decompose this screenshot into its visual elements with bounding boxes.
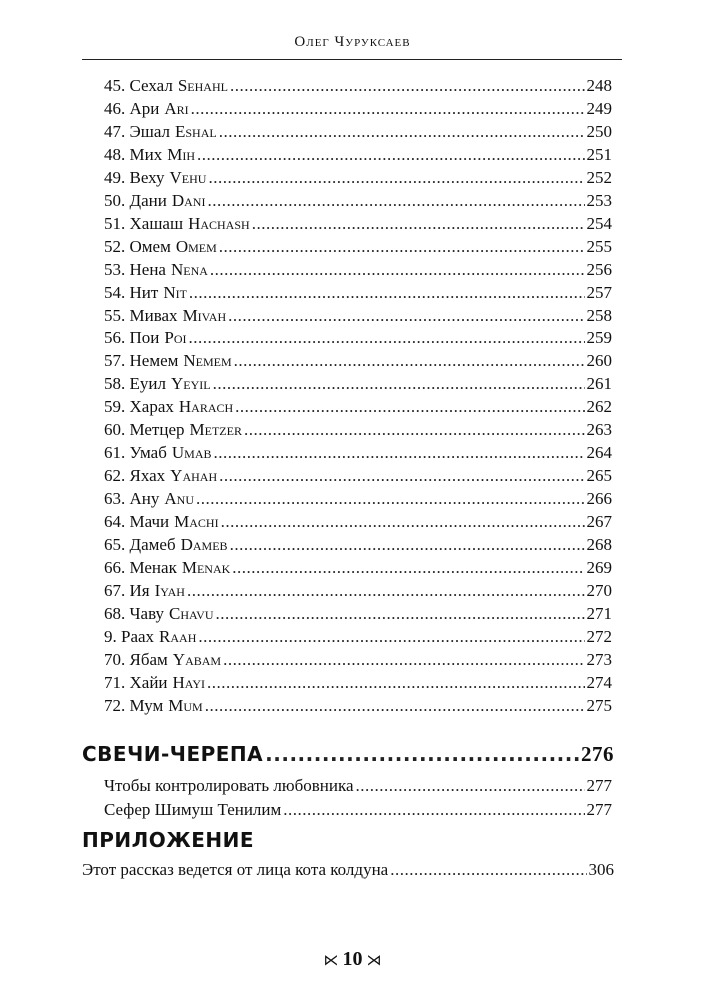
- toc-entry-latin: Anu: [164, 489, 194, 509]
- dot-leader: [265, 742, 579, 766]
- toc-entry-page: 269: [586, 558, 612, 577]
- toc-entry-label: 57. Немем: [104, 351, 179, 371]
- dot-leader: [235, 395, 584, 419]
- toc-sub-page: 277: [586, 800, 612, 819]
- dot-leader: [223, 648, 584, 672]
- toc-entry[interactable]: [104, 441, 612, 465]
- toc-entry-page: 267: [586, 512, 612, 532]
- toc-entry[interactable]: [104, 579, 612, 603]
- toc-entry-label: 61. Умаб: [104, 443, 167, 463]
- toc-entry-page: 275: [586, 695, 612, 715]
- toc-entry-page: 258: [586, 305, 612, 325]
- toc-appendix-entry[interactable]: [82, 858, 614, 882]
- toc-entry-label: 52. Омем: [104, 236, 171, 256]
- toc-entry-label: 58. Еуил: [104, 374, 166, 394]
- toc-entry-page: 250: [586, 121, 612, 141]
- toc-entry-label: 62. Яхах: [104, 466, 166, 486]
- toc-entry-page: 263: [586, 420, 612, 440]
- dot-leader: [198, 625, 584, 649]
- dot-leader: [207, 671, 584, 695]
- toc-entry-page: 248: [586, 76, 612, 95]
- toc-entry[interactable]: [104, 326, 612, 350]
- toc-entry-label: 63. Ану: [104, 489, 160, 509]
- dot-leader: [244, 418, 585, 442]
- toc-entry-label: 45. Сехал: [104, 76, 173, 95]
- section-page-candles: 276: [581, 742, 614, 766]
- dot-leader: [191, 97, 585, 121]
- dot-leader: [221, 510, 585, 534]
- toc-entry-label: 56. Пои: [104, 328, 160, 348]
- dot-leader: [219, 464, 584, 488]
- toc-entry-latin: Metzer: [189, 420, 242, 440]
- toc-entry-label: 64. Мачи: [104, 512, 170, 532]
- toc-entry[interactable]: [104, 648, 612, 672]
- toc-entry-latin: Poi: [164, 328, 187, 348]
- toc-sub-page: 277: [586, 776, 612, 795]
- toc-entry-latin: Raah: [159, 626, 197, 646]
- ornament-right-icon: ⋊: [366, 953, 382, 969]
- toc-entry-label: 65. Дамеб: [104, 535, 176, 554]
- toc-entry-label: 66. Менак: [104, 558, 177, 577]
- toc-entry-page: 271: [586, 603, 612, 623]
- dot-leader: [252, 212, 585, 236]
- toc-entry[interactable]: [104, 166, 612, 190]
- dot-leader: [390, 858, 586, 882]
- dot-leader: [219, 235, 585, 259]
- toc-entry-page: 274: [586, 672, 612, 692]
- toc-entry-latin: Chavu: [169, 603, 214, 623]
- toc-sub-label: Сефер Шимуш Тенилим: [104, 800, 282, 819]
- toc-entry-label: 53. Нена: [104, 259, 166, 279]
- toc-entry[interactable]: [104, 372, 612, 396]
- toc-entry-page: 251: [586, 144, 612, 164]
- dot-leader: [189, 326, 585, 350]
- toc-appendix-page: 306: [588, 860, 614, 879]
- toc-entry[interactable]: [104, 510, 612, 534]
- toc-entry-latin: Machi: [174, 512, 219, 532]
- toc-entry[interactable]: [104, 189, 612, 213]
- header-rule: [82, 59, 622, 60]
- toc-entry[interactable]: [104, 694, 612, 718]
- dot-leader: [207, 189, 584, 213]
- dot-leader: [213, 372, 585, 396]
- toc-entry-page: 272: [586, 626, 612, 646]
- dot-leader: [208, 166, 584, 190]
- toc-entry-latin: Harach: [178, 397, 234, 417]
- toc-entry-label: 59. Харах: [104, 397, 174, 417]
- toc-entry-latin: Hayi: [172, 672, 206, 692]
- toc-entry-latin: Vehu: [169, 167, 207, 187]
- toc-entry-label: 71. Хайи: [104, 672, 168, 692]
- toc-entry-page: 261: [586, 374, 612, 394]
- dot-leader: [234, 349, 585, 373]
- toc-entry[interactable]: [104, 258, 612, 282]
- dot-leader: [219, 120, 585, 144]
- toc-entry-page: 255: [586, 236, 612, 256]
- toc-entry-page: 256: [586, 259, 612, 279]
- toc-sub-label: Чтобы контролировать любовника: [104, 776, 354, 795]
- toc-appendix-label: Этот рассказ ведется от лица кота колдуна: [82, 860, 389, 879]
- toc-entry-label: 49. Веху: [104, 167, 165, 187]
- toc-entry[interactable]: [104, 143, 612, 167]
- toc-entry-page: 266: [586, 489, 612, 509]
- toc-entry-latin: Yabam: [172, 649, 222, 669]
- toc-entry-page: 268: [586, 535, 612, 554]
- section-title-appendix: ПРИЛОЖЕНИЕ: [82, 828, 255, 852]
- dot-leader: [214, 441, 585, 465]
- toc-sub-entry[interactable]: [104, 774, 612, 798]
- section-title-candles: СВЕЧИ-ЧЕРЕПА: [82, 742, 264, 766]
- dot-leader: [232, 556, 584, 580]
- toc-entry-label: 60. Метцер: [104, 420, 185, 440]
- dot-leader: [189, 281, 585, 305]
- toc-entry-latin: Nemem: [183, 351, 232, 371]
- toc-entry-latin: Dani: [171, 190, 206, 210]
- toc-entry-page: 254: [586, 213, 612, 233]
- toc-entry-latin: Ari: [164, 99, 189, 118]
- toc-entry-label: 48. Мих: [104, 144, 163, 164]
- toc-entry[interactable]: [104, 74, 612, 98]
- toc-entry-latin: Yahah: [170, 466, 218, 486]
- dot-leader: [228, 304, 584, 328]
- toc-entry-latin: Nena: [170, 259, 208, 279]
- page-footer: [0, 948, 705, 971]
- running-header: Олег Чуруксаев: [294, 34, 411, 50]
- toc-entry-page: 262: [586, 397, 612, 417]
- toc-entry[interactable]: [104, 533, 612, 557]
- dot-leader: [216, 602, 585, 626]
- toc-entry-latin: Yeyil: [170, 374, 211, 394]
- toc-entry-label: 55. Мивах: [104, 305, 178, 325]
- dot-leader: [356, 774, 585, 798]
- ornament-left-icon: ⋉: [323, 953, 339, 969]
- toc-entry-page: 257: [586, 282, 612, 302]
- toc-entry[interactable]: [104, 464, 612, 488]
- toc-entry[interactable]: [104, 97, 612, 121]
- toc-entry-label: 51. Хашаш: [104, 213, 184, 233]
- dot-leader: [230, 74, 585, 98]
- toc-entry-latin: Menak: [181, 558, 231, 577]
- toc-entry[interactable]: [104, 602, 612, 626]
- dot-leader: [230, 533, 585, 557]
- dot-leader: [210, 258, 585, 282]
- toc-entry[interactable]: [104, 120, 612, 144]
- toc-entry[interactable]: [104, 349, 612, 373]
- toc-entry-page: 270: [586, 580, 612, 600]
- toc-entry-latin: Nit: [163, 282, 187, 302]
- toc-entry-label: 72. Мум: [104, 695, 164, 715]
- toc-entry-latin: Dameb: [180, 535, 228, 554]
- toc-entry-latin: Hachash: [188, 213, 250, 233]
- toc-entry-label: 68. Чаву: [104, 603, 165, 623]
- toc-entry[interactable]: [104, 556, 612, 580]
- toc-entry-latin: Umab: [171, 443, 212, 463]
- toc-entry[interactable]: [104, 304, 612, 328]
- toc-entry[interactable]: [104, 487, 612, 511]
- toc-entry-latin: Omem: [175, 236, 217, 256]
- toc-entry[interactable]: [104, 235, 612, 259]
- toc-entry[interactable]: [104, 418, 612, 442]
- toc-entry-latin: Mih: [167, 144, 195, 164]
- toc-entry-page: 273: [586, 649, 612, 669]
- toc-entry-latin: Sehahl: [177, 76, 228, 95]
- toc-entry-latin: Iyah: [154, 580, 185, 600]
- toc-entry[interactable]: [104, 281, 612, 305]
- dot-leader: [283, 798, 584, 822]
- toc-entry-page: 249: [586, 99, 612, 118]
- toc-entry-label: 9. Раах: [104, 626, 155, 646]
- toc-entry-label: 67. Ия: [104, 580, 150, 600]
- toc-section-candles[interactable]: [82, 742, 614, 766]
- toc-entry-latin: Mum: [168, 695, 203, 715]
- page-number: 10: [342, 948, 363, 970]
- dot-leader: [205, 694, 585, 718]
- toc-entry[interactable]: [104, 395, 612, 419]
- toc-entry-label: 47. Эшал: [104, 121, 170, 141]
- toc-sub-entry[interactable]: [104, 798, 612, 822]
- toc-entry-label: 54. Нит: [104, 282, 159, 302]
- toc-entry-page: 253: [586, 190, 612, 210]
- dot-leader: [187, 579, 585, 603]
- toc-entry-page: 265: [586, 466, 612, 486]
- toc-entry[interactable]: [104, 625, 612, 649]
- dot-leader: [197, 143, 585, 167]
- toc-entry[interactable]: [104, 671, 612, 695]
- toc-entry-page: 252: [586, 167, 612, 187]
- toc-entry-page: 264: [586, 443, 612, 463]
- toc-entry-page: 259: [586, 328, 612, 348]
- toc-entry-latin: Mivah: [182, 305, 227, 325]
- toc-entry-label: 50. Дани: [104, 190, 167, 210]
- toc-entry-label: 46. Ари: [104, 99, 160, 118]
- toc-entry-page: 260: [586, 351, 612, 371]
- toc-entry-latin: Eshal: [175, 121, 217, 141]
- toc-entry[interactable]: [104, 212, 612, 236]
- dot-leader: [196, 487, 585, 511]
- toc-entry-label: 70. Ябам: [104, 649, 168, 669]
